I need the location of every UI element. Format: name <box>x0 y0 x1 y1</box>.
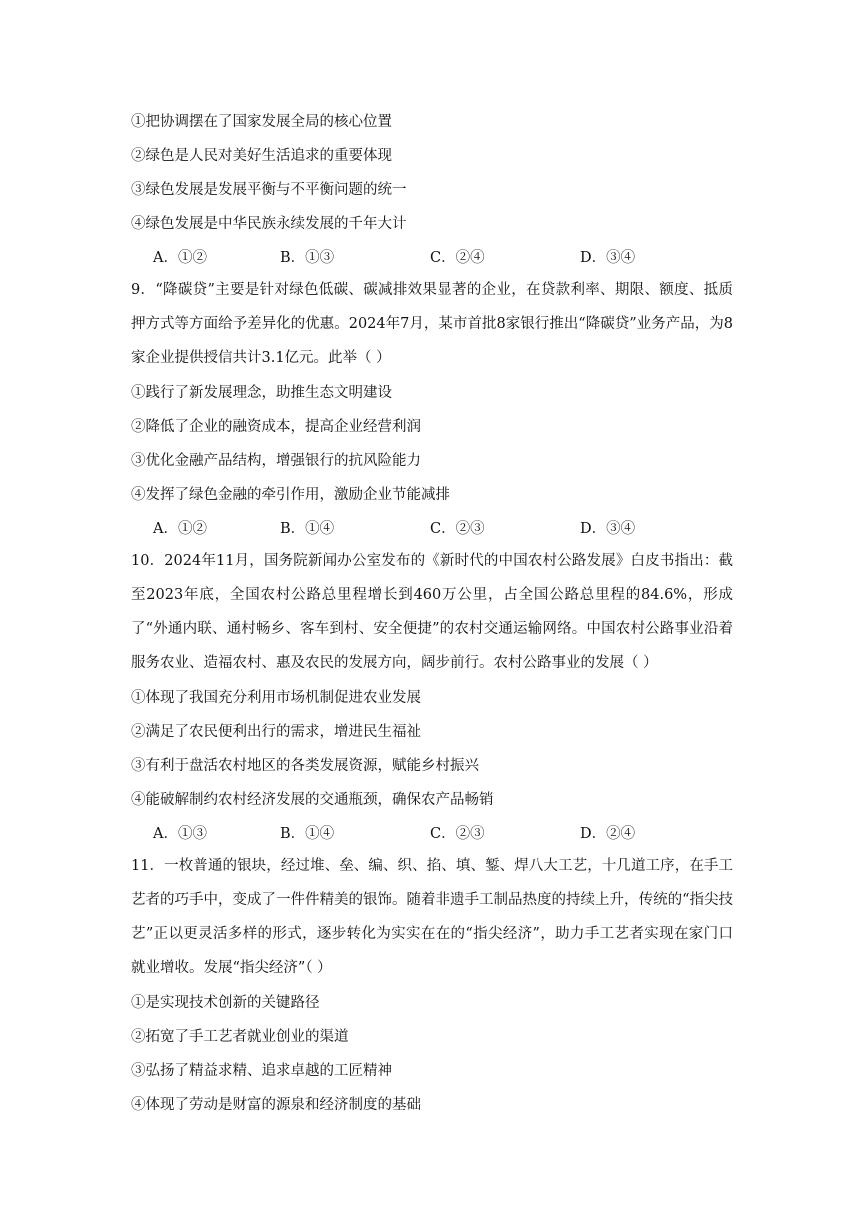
q10-options <box>153 824 773 844</box>
option-b: B．①③ <box>280 250 335 266</box>
option-d: D．③④ <box>580 521 636 537</box>
option-b: B．①④ <box>280 521 335 537</box>
option-c: C．②③ <box>430 521 485 537</box>
option-a: A．①② <box>153 521 207 537</box>
question-11-stem: 11．一枚普通的银块，经过堆、垒、编、织、掐、填、錾、焊八大工艺，十几道工序，在手工艺者的巧手中，变成了一件件精美的银饰。随着非遗手工制品热度的持续上升，传统的“指尖技艺”正以更灵活多样的形式，逐步转化为实实在在的“指尖经济”，助力手工艺者实现在家门口就业增收。发展“指尖经济”（ ） <box>131 858 733 976</box>
option-b: B．①④ <box>280 826 335 842</box>
option-d: D．③④ <box>580 250 636 266</box>
prev-statement-3: ③绿色发展是发展平衡与不平衡问题的统一 <box>131 182 407 198</box>
q9-options <box>153 519 773 539</box>
prev-options <box>153 248 773 268</box>
q10-statement-3: ③有利于盘活农村地区的各类发展资源，赋能乡村振兴 <box>131 758 479 774</box>
q9-statement-4: ④发挥了绿色金融的牵引作用，激励企业节能减排 <box>131 487 450 503</box>
q11-statement-3: ③弘扬了精益求精、追求卓越的工匠精神 <box>131 1063 392 1079</box>
prev-statement-4: ④绿色发展是中华民族永续发展的千年大计 <box>131 216 407 232</box>
q11-statement-4: ④体现了劳动是财富的源泉和经济制度的基础 <box>131 1097 421 1113</box>
option-a: A．①② <box>153 250 207 266</box>
q9-statement-3: ③优化金融产品结构，增强银行的抗风险能力 <box>131 453 421 469</box>
question-9-stem: 9．“降碳贷”主要是针对绿色低碳、碳减排效果显著的企业，在贷款利率、期限、额度、抵质押方式等方面给予差异化的优惠。2024年7月，某市首批8家银行推出“降碳贷”业务产品，为8家企业提供授信共计3.1亿元。此举（ ） <box>131 282 733 366</box>
q9-statement-2: ②降低了企业的融资成本，提高企业经营利润 <box>131 419 421 435</box>
q11-statement-1: ①是实现技术创新的关键路径 <box>131 995 320 1011</box>
question-10-stem: 10．2024年11月，国务院新闻办公室发布的《新时代的中国农村公路发展》白皮书指出：截至2023年底，全国农村公路总里程增长到460万公里，占全国公路总里程的84.6%，形成了“外通内联、通村畅乡、客车到村、安全便捷”的农村交通运输网络。中国农村公路事业沿着服务农业、造福农村、惠及农民的发展方向，阔步前行。农村公路事业的发展（ ） <box>131 553 733 671</box>
q10-statement-2: ②满足了农民便利出行的需求，增进民生福祉 <box>131 724 421 740</box>
prev-statement-1: ①把协调摆在了国家发展全局的核心位置 <box>131 114 392 130</box>
option-c: C．②③ <box>430 826 485 842</box>
q10-statement-1: ①体现了我国充分利用市场机制促进农业发展 <box>131 690 421 706</box>
option-c: C．②④ <box>430 250 485 266</box>
q11-statement-2: ②拓宽了手工艺者就业创业的渠道 <box>131 1029 349 1045</box>
q9-statement-1: ①践行了新发展理念，助推生态文明建设 <box>131 385 392 401</box>
q10-statement-4: ④能破解制约农村经济发展的交通瓶颈，确保农产品畅销 <box>131 792 494 808</box>
option-a: A．①③ <box>153 826 207 842</box>
option-d: D．②④ <box>580 826 636 842</box>
prev-statement-2: ②绿色是人民对美好生活追求的重要体现 <box>131 148 392 164</box>
